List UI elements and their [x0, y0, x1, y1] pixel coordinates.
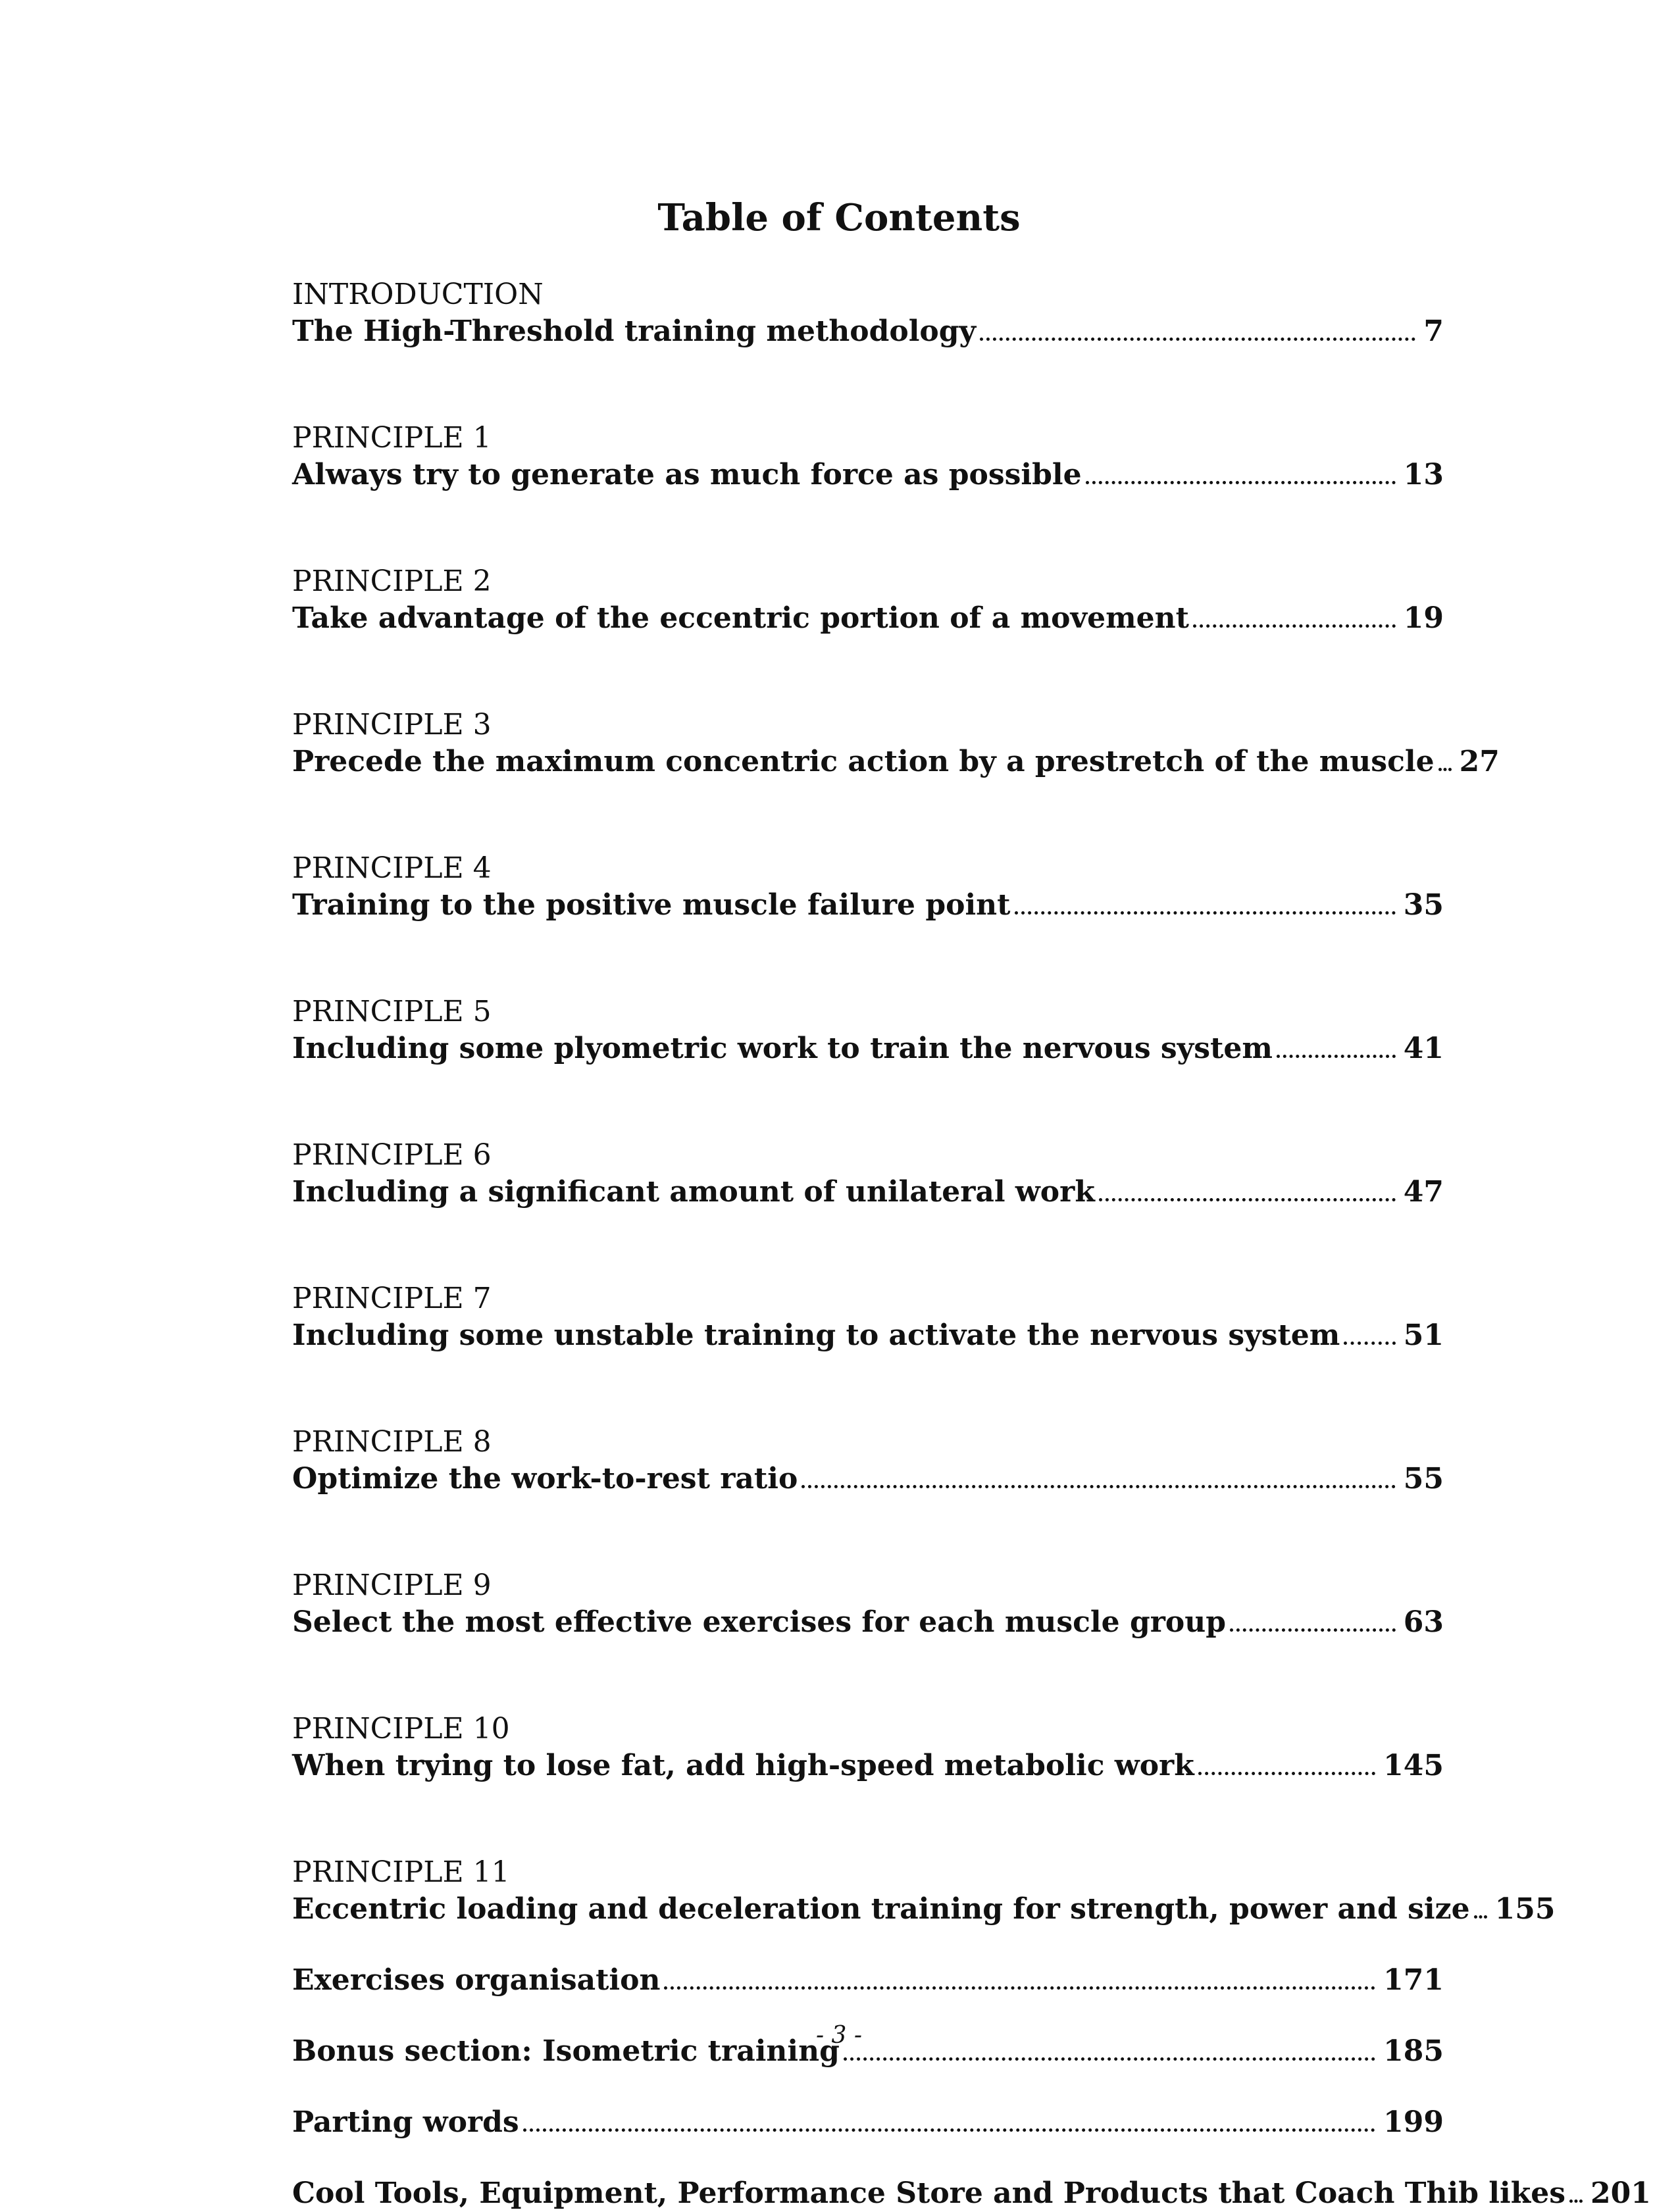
dot-leader	[801, 1485, 1395, 1488]
entry-page-number: 171	[1383, 1963, 1444, 1997]
toc-section-principle-4	[292, 850, 1444, 924]
entry-title: Optimize the work-to-rest ratio	[292, 1462, 798, 1496]
entry-title: Cool Tools, Equipment, Performance Store and Products that Coach Thib likes	[292, 2176, 1565, 2210]
entry-title: Select the most effective exercises for each muscle group	[292, 1605, 1226, 1639]
toc-entry[interactable]	[292, 1747, 1444, 1784]
entry-page-number: 145	[1383, 1749, 1444, 1782]
entry-title: Always try to generate as much force as possible	[292, 458, 1082, 491]
dot-leader	[1230, 1628, 1396, 1632]
entry-title: The High-Threshold training methodology	[292, 314, 977, 348]
section-heading: PRINCIPLE 9	[292, 1569, 492, 1602]
toc-section-principle-9	[292, 1567, 1444, 1641]
dot-leader	[1474, 1915, 1487, 1919]
entry-page-number: 201	[1590, 2176, 1651, 2210]
entry-title: Training to the positive muscle failure point	[292, 888, 1011, 922]
dot-leader	[1344, 1342, 1395, 1345]
toc-entry-parting-words[interactable]	[292, 2104, 1444, 2141]
toc-entry-exercises-organisation[interactable]	[292, 1962, 1444, 1999]
dot-leader	[1438, 768, 1452, 771]
entry-page-number: 155	[1494, 1892, 1556, 1926]
dot-leader	[664, 1986, 1375, 1990]
toc-entry[interactable]	[292, 743, 1500, 780]
section-heading: PRINCIPLE 1	[292, 421, 492, 455]
page-number-footer: - 3 -	[815, 2022, 863, 2049]
entry-title: When trying to lose fat, add high-speed metabolic work	[292, 1749, 1194, 1782]
section-heading: PRINCIPLE 7	[292, 1282, 492, 1315]
entry-page-number: 19	[1403, 601, 1444, 635]
section-heading: INTRODUCTION	[292, 278, 544, 311]
dot-leader	[1086, 481, 1396, 484]
section-heading: PRINCIPLE 5	[292, 995, 492, 1028]
dot-leader	[1277, 1055, 1396, 1058]
section-heading: PRINCIPLE 8	[292, 1425, 492, 1459]
dot-leader	[844, 2057, 1375, 2061]
dot-leader	[1015, 911, 1396, 915]
toc-section-principle-7	[292, 1280, 1444, 1354]
entry-title: Parting words	[292, 2105, 519, 2139]
dot-leader	[1198, 1772, 1375, 1775]
entry-page-number: 35	[1403, 888, 1444, 922]
toc-entry[interactable]	[292, 1461, 1444, 1497]
dot-leader	[980, 338, 1415, 341]
dot-leader	[1569, 2199, 1583, 2203]
toc-entry[interactable]	[292, 457, 1444, 493]
entry-page-number: 51	[1403, 1319, 1444, 1352]
toc-section-introduction	[292, 276, 1444, 350]
entry-page-number: 13	[1403, 458, 1444, 491]
section-heading: PRINCIPLE 10	[292, 1712, 510, 1746]
toc-section-principle-3	[292, 707, 1500, 780]
section-heading: PRINCIPLE 4	[292, 851, 492, 885]
toc-entry[interactable]	[292, 1030, 1444, 1067]
entry-title: Bonus section: Isometric training	[292, 2034, 840, 2068]
toc-section-principle-2	[292, 563, 1444, 637]
toc-section-principle-11	[292, 1854, 1556, 1928]
entry-page-number: 7	[1423, 314, 1444, 348]
table-of-contents	[292, 276, 1651, 2212]
dot-leader	[1193, 624, 1396, 628]
toc-entry-cool-tools[interactable]	[292, 2175, 1651, 2212]
toc-section-principle-1	[292, 420, 1444, 493]
dot-leader	[523, 2128, 1375, 2132]
toc-entry[interactable]	[292, 1174, 1444, 1211]
entry-page-number: 199	[1383, 2105, 1444, 2139]
entry-page-number: 55	[1403, 1462, 1444, 1496]
entry-page-number: 63	[1403, 1605, 1444, 1639]
toc-section-principle-5	[292, 993, 1444, 1067]
toc-section-principle-8	[292, 1424, 1444, 1497]
toc-section-principle-10	[292, 1711, 1444, 1784]
section-heading: PRINCIPLE 6	[292, 1138, 492, 1172]
toc-entry[interactable]	[292, 1604, 1444, 1641]
entry-page-number: 27	[1459, 745, 1500, 778]
toc-entry[interactable]	[292, 887, 1444, 924]
entry-title: Eccentric loading and deceleration training for strength, power and size	[292, 1892, 1470, 1926]
toc-entry[interactable]	[292, 1891, 1556, 1928]
toc-entry[interactable]	[292, 1317, 1444, 1354]
section-heading: PRINCIPLE 11	[292, 1855, 510, 1889]
entry-title: Including some plyometric work to train the nervous system	[292, 1032, 1273, 1065]
entry-title: Take advantage of the eccentric portion of a movement	[292, 601, 1189, 635]
section-heading: PRINCIPLE 2	[292, 565, 492, 598]
page-title: Table of Contents	[657, 196, 1021, 239]
entry-page-number: 47	[1403, 1175, 1444, 1209]
toc-section-principle-6	[292, 1137, 1444, 1211]
entry-page-number: 41	[1403, 1032, 1444, 1065]
entry-title: Including a significant amount of unilateral work	[292, 1175, 1095, 1209]
entry-title: Exercises organisation	[292, 1963, 661, 1997]
entry-title: Precede the maximum concentric action by a prestretch of the muscle	[292, 745, 1435, 778]
toc-entry[interactable]	[292, 600, 1444, 637]
entry-page-number: 185	[1383, 2034, 1444, 2068]
toc-entry[interactable]	[292, 313, 1444, 350]
dot-leader	[1099, 1198, 1396, 1201]
entry-title: Including some unstable training to activate the nervous system	[292, 1319, 1340, 1352]
section-heading: PRINCIPLE 3	[292, 708, 492, 742]
